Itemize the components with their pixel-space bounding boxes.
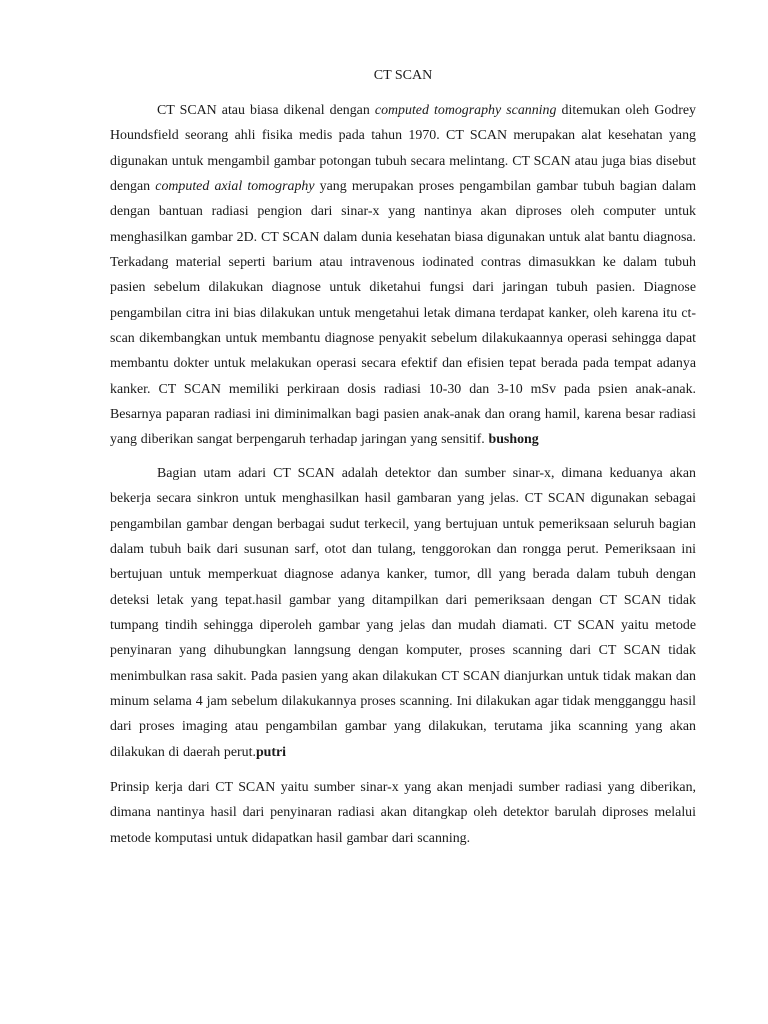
author-tag: bushong (488, 432, 539, 448)
text-segment: Bagian utam adari CT SCAN adalah detektor dan sumber sinar-x, dimana keduanya akan bekerja secara sinkron untuk menghasilkan hasil gambaran yang jelas. CT SCAN digunakan sebagai pengambilan gambar dengan berbagai sudut terkecil, yang bertujuan untuk pemeriksaan seluruh bagian dalam tubuh baik dari susunan sarf, otot dan tulang, tenggorokan dan rongga perut. Pemeriksaan ini bertujuan untuk memperkuat diagnose adanya kanker, tumor, dll yang berada dalam tubuh dengan deteksi letak yang tepat.hasil gambar yang ditampilkan dari pemeriksaan dengan CT SCAN tidak tumpang tindih sehingga diperoleh gambar yang jelas dan mudah diamati. CT SCAN yaitu metode penyinaran yang dihubungkan lanngsung dengan komputer, proses scanning dari CT SCAN tidak menimbulkan rasa sakit. Pada pasien yang akan dilakukan CT SCAN dianjurkan untuk tidak makan dan minum selama 4 jam sebelum dilakukannya proses scanning. Ini dilakukan agar tidak mengganggu hasil dari proses imaging atau pengambilan gambar yang dilakukan, terutama jika scanning yang akan dilakukan di daerah perut. (110, 465, 696, 760)
document-title: CT SCAN (373, 68, 433, 83)
text-segment: CT SCAN atau biasa dikenal dengan (157, 103, 375, 118)
author-tag: putri (255, 744, 287, 760)
text-segment: yang merupakan proses pengambilan gambar tubuh bagian dalam dengan bantuan radiasi pengion dari sinar-x yang nantinya akan diproses oleh computer untuk menghasilkan gambar 2D. CT SCAN dalam dunia kesehatan biasa digunakan untuk alat bantu diagnosa. Terkadang material seperti barium atau intravenous iodinated contras dimasukkan ke dalam tubuh pasien sebelum dilakukan diagnose untuk diketahui fungsi dari jaringan tubuh pasien. Diagnose pengambilan citra ini bias dilakukan untuk mengetahui letak dimana terdapat kanker, oleh karena itu ct-scan dikembangkan untuk membantu diagnose penyakit sebelum dilakukaannya operasi sehingga dapat membantu dokter untuk melakukan operasi secara efektif dan efisien tepat berada pada tempat adanya kanker. CT SCAN memiliki perkiraan dosis radiasi 10-30 dan 3-10 mSv pada psien anak-anak. Besarnya paparan radiasi ini diminimalkan bagi pasien anak-anak dan orang hamil, karena besar radiasi yang diberikan sangat berpengaruh terhadap jaringan yang sensitif. (110, 179, 696, 448)
paragraph-1 (110, 98, 696, 453)
paragraph-2 (110, 461, 696, 765)
document-page (110, 64, 696, 851)
text-segment: Prinsip kerja dari CT SCAN yaitu sumber sinar-x yang akan menjadi sumber radiasi yang diberikan, dimana nantinya hasil dari penyinaran radiasi akan ditangkap oleh detektor barulah diproses melalui metode komputasi untuk didapatkan hasil gambar dari scanning. (110, 779, 696, 846)
italic-term: computed axial tomography (155, 179, 315, 195)
paragraph-3 (110, 775, 696, 851)
italic-term: computed tomography scanning (374, 103, 557, 118)
text-segment: ditemukan oleh Godrey Houndsfield seorang ahli fisika medis pada tahun 1970. CT SCAN merupakan alat kesehatan yang digunakan untuk mengambil gambar potongan tubuh secara melintang. CT SCAN atau juga bias disebut dengan (110, 103, 696, 195)
